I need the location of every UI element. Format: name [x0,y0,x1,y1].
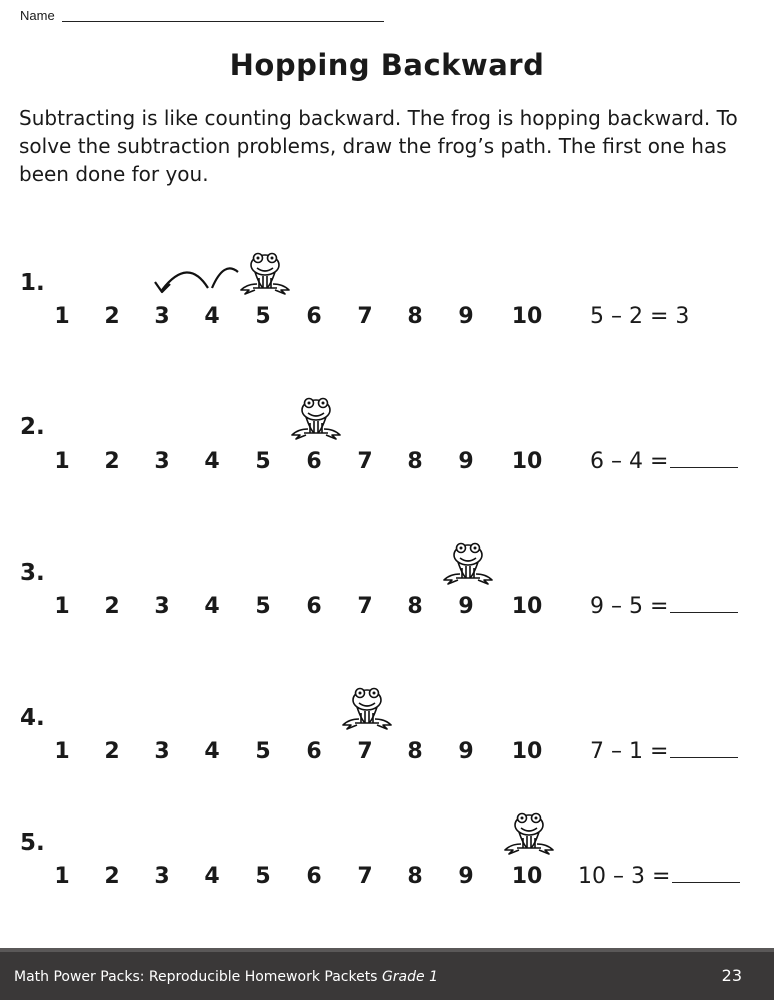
frog-icon [288,395,344,443]
number-line-number: 6 [306,864,322,889]
equation [590,594,738,619]
footer-text [14,969,438,985]
name-label: Name [20,8,55,23]
equation-text: 6 – 4 = [590,449,669,474]
number-line-number: 7 [357,594,373,619]
number-line-number: 3 [154,739,170,764]
number-line-number: 1 [54,304,70,329]
number-line-number: 4 [204,864,220,889]
number-line-number: 3 [154,304,170,329]
number-line-number: 9 [458,739,474,764]
problem-number: 5. [20,830,45,856]
number-line-number: 7 [357,449,373,474]
frog-icon [440,540,496,588]
equation-text: 10 – 3 = [578,864,671,889]
equation-text: 5 – 2 = 3 [590,304,690,329]
equation [590,449,738,474]
number-line-number: 3 [154,594,170,619]
number-line-number: 10 [511,864,543,889]
frog-icon [501,810,557,858]
number-line-number: 2 [104,739,120,764]
number-line-number: 2 [104,594,120,619]
number-line-number: 8 [407,739,423,764]
equation-text: 7 – 1 = [590,739,669,764]
number-line-number: 2 [104,449,120,474]
answer-blank[interactable] [670,757,738,758]
number-line-number: 10 [511,594,543,619]
number-line-number: 6 [306,739,322,764]
number-line-number: 6 [306,594,322,619]
equation [590,739,738,764]
number-line-number: 5 [255,449,271,474]
number-line-number: 1 [54,864,70,889]
number-line-number: 10 [511,739,543,764]
answer-blank[interactable] [670,612,738,613]
answer-blank[interactable] [672,882,740,883]
number-line-number: 5 [255,864,271,889]
number-line-number: 7 [357,304,373,329]
instructions-text: Subtracting is like counting backward. The frog is hopping backward. To solve the subtraction problems, draw the frog’s path. The first one has been done for you. [19,106,738,186]
number-line-number: 1 [54,594,70,619]
problem-number: 2. [20,414,45,440]
equation [578,864,740,889]
number-line-number: 5 [255,304,271,329]
number-line-number: 9 [458,594,474,619]
frog-icon [339,685,395,733]
footer-bar [0,948,774,1000]
number-line-number: 7 [357,864,373,889]
number-line-number: 4 [204,739,220,764]
number-line-number: 5 [255,739,271,764]
problem-number: 3. [20,560,45,586]
problem-number: 4. [20,705,45,731]
number-line-number: 4 [204,304,220,329]
number-line-number: 9 [458,864,474,889]
number-line-number: 4 [204,594,220,619]
number-line-number: 9 [458,449,474,474]
number-line-number: 1 [54,449,70,474]
hop-path-arrow [150,262,250,302]
number-line-number: 8 [407,864,423,889]
number-line-number: 3 [154,449,170,474]
page-number: 23 [721,966,742,985]
number-line-number: 8 [407,449,423,474]
footer-title: Math Power Packs: Reproducible Homework Packets [14,969,382,985]
number-line-number: 2 [104,864,120,889]
number-line-number: 10 [511,304,543,329]
problem-number: 1. [20,270,45,296]
number-line-number: 10 [511,449,543,474]
equation [590,304,689,329]
number-line-number: 5 [255,594,271,619]
frog-icon [237,250,293,298]
page-title: Hopping Backward [229,48,545,82]
footer-grade: Grade 1 [381,969,438,985]
number-line-number: 6 [306,304,322,329]
number-line-number: 6 [306,449,322,474]
number-line-number: 8 [407,304,423,329]
number-line-number: 1 [54,739,70,764]
number-line-number: 4 [204,449,220,474]
answer-blank[interactable] [670,467,738,468]
number-line-number: 7 [357,739,373,764]
name-line [62,21,384,22]
number-line-number: 9 [458,304,474,329]
number-line-number: 8 [407,594,423,619]
number-line-number: 3 [154,864,170,889]
number-line-number: 2 [104,304,120,329]
equation-text: 9 – 5 = [590,594,669,619]
